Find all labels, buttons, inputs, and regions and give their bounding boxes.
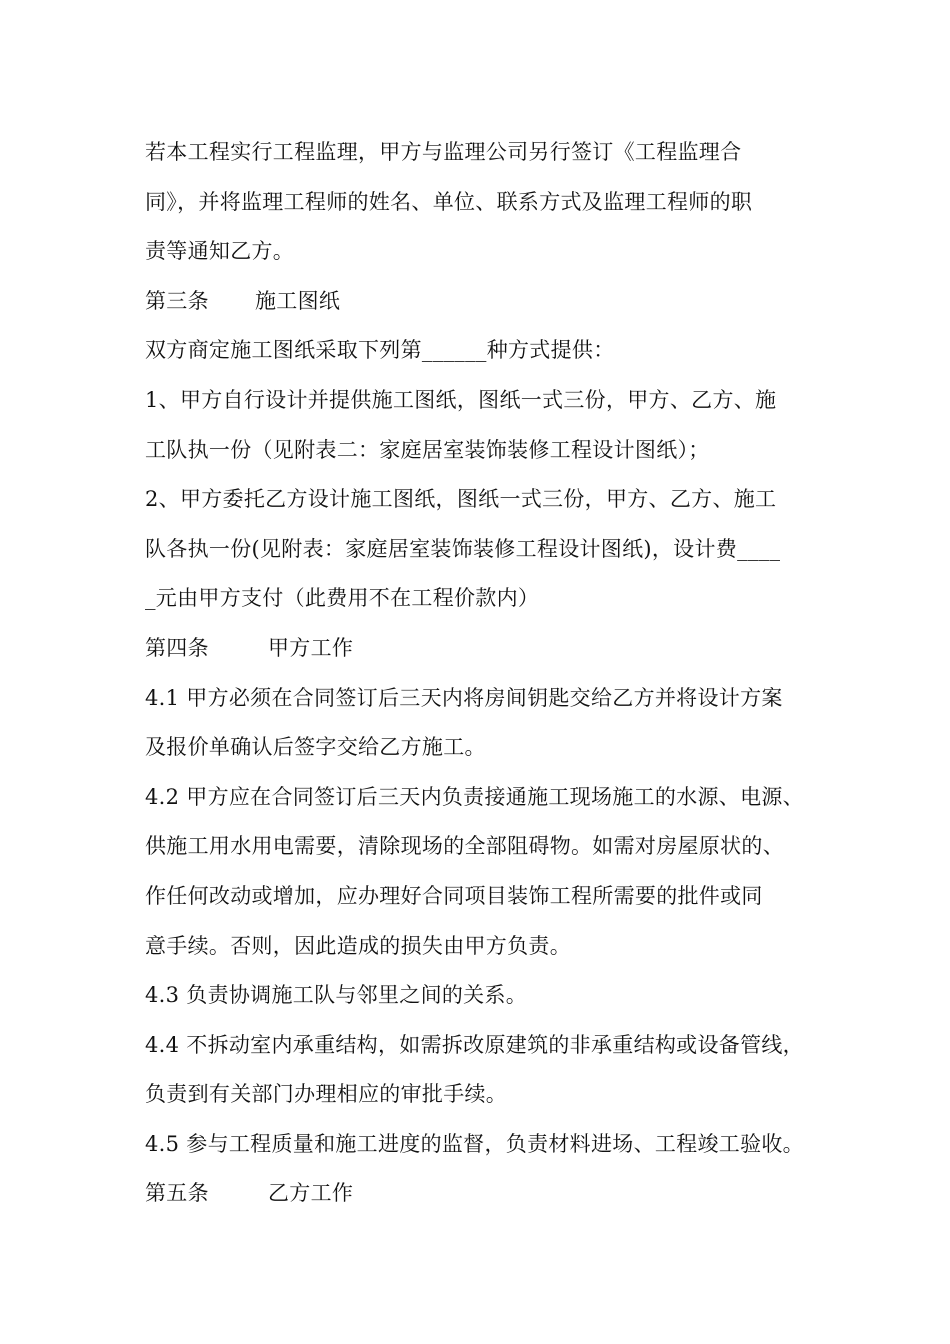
- paragraph-line: 2、甲方委托乙方设计施工图纸，图纸一式三份，甲方、乙方、施工: [145, 487, 777, 512]
- article-title: 甲方工作: [268, 635, 354, 660]
- article-title: 施工图纸: [255, 288, 341, 313]
- paragraph-line: 责等通知乙方。: [145, 239, 295, 264]
- paragraph-line: 4.5 参与工程质量和施工进度的监督，负责材料进场、工程竣工验收。: [145, 1131, 804, 1156]
- article-3-heading: [145, 277, 825, 327]
- paragraph-line: 4.4 不拆动室内承重结构，如需拆改原建筑的非承重结构或设备管线，: [145, 1032, 804, 1057]
- paragraph-line: 4.2 甲方应在合同签订后三天内负责接通施工现场施工的水源、电源、: [145, 784, 804, 809]
- article-number: 第四条: [145, 635, 209, 660]
- paragraph-line: 工队执一份（见附表二：家庭居室装饰装修工程设计图纸）；: [145, 437, 710, 462]
- article-4-heading: [145, 624, 825, 674]
- paragraph-line: 作任何改动或增加，应办理好合同项目装饰工程所需要的批件或同: [145, 883, 763, 908]
- paragraph-line: 双方商定施工图纸采取下列第______种方式提供：: [145, 338, 615, 363]
- article-number: 第三条: [145, 288, 209, 313]
- paragraph-line: 意手续。否则，因此造成的损失由甲方负责。: [145, 933, 571, 958]
- paragraph-line: 4.3 负责协调施工队与邻里之间的关系。: [145, 983, 528, 1008]
- paragraph-line: _元由甲方支付（此费用不在工程价款内）: [145, 586, 540, 611]
- paragraph-line: 同》，并将监理工程师的姓名、单位、联系方式及监理工程师的职: [145, 189, 753, 214]
- paragraph-line: 负责到有关部门办理相应的审批手续。: [145, 1082, 508, 1107]
- paragraph-line: 4.1 甲方必须在合同签订后三天内将房间钥匙交给乙方并将设计方案: [145, 685, 783, 710]
- paragraph-line: 及报价单确认后签字交给乙方施工。: [145, 735, 486, 760]
- paragraph-line: 队各执一份(见附表：家庭居室装饰装修工程设计图纸)，设计费____: [145, 536, 781, 561]
- document-page: [145, 128, 825, 1219]
- paragraph-line: 1、甲方自行设计并提供施工图纸，图纸一式三份，甲方、乙方、施: [145, 387, 777, 412]
- paragraph-line: 若本工程实行工程监理，甲方与监理公司另行签订《工程监理合: [145, 140, 742, 164]
- article-title: 乙方工作: [268, 1181, 354, 1206]
- article-number: 第五条: [145, 1181, 209, 1206]
- article-5-heading: [145, 1169, 825, 1219]
- paragraph-line: 供施工用水用电需要，清除现场的全部阻碍物。如需对房屋原状的、: [145, 834, 784, 859]
